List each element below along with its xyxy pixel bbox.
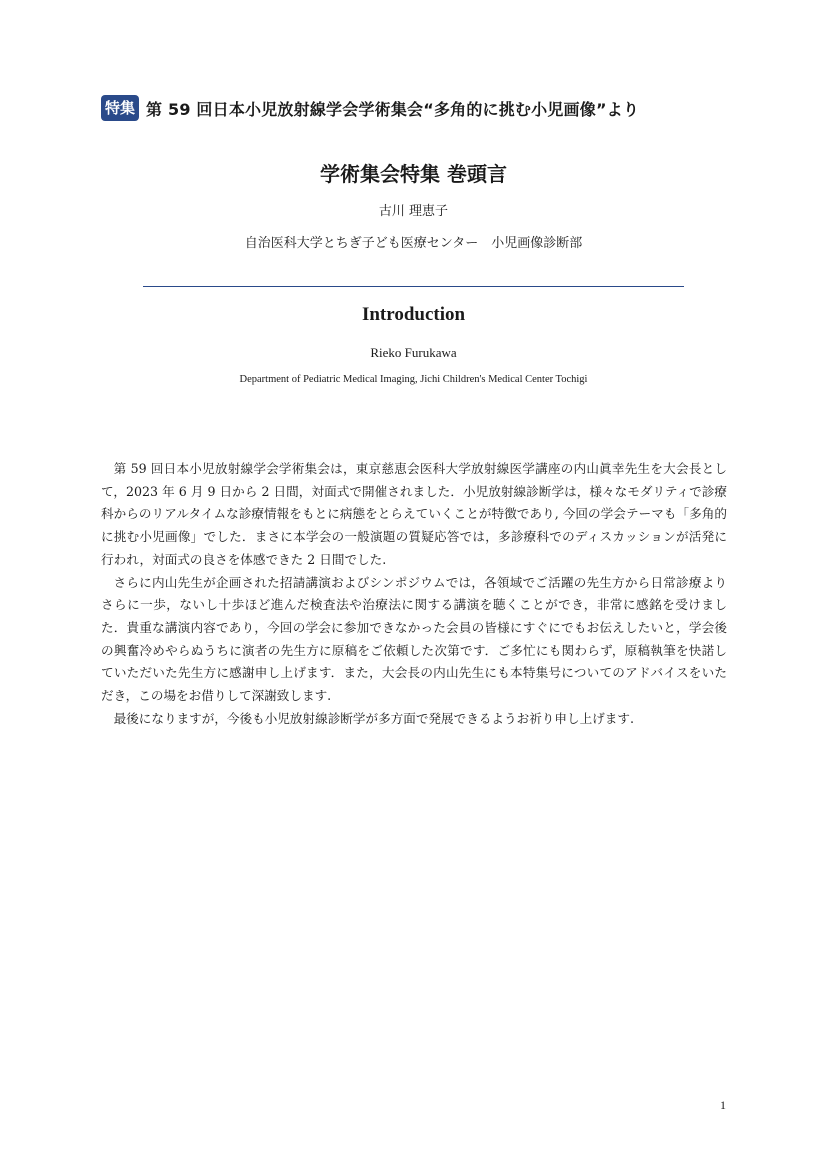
affiliation-ja: 自治医科大学とちぎ子ども医療センター 小児画像診断部	[244, 236, 583, 251]
article-title-ja: 学術集会特集 巻頭言	[320, 162, 507, 186]
feature-title: 第 59 回日本小児放射線学会学術集会“多角的に挑む小児画像”より	[146, 99, 640, 119]
article-body	[101, 458, 727, 730]
affiliation-en: Department of Pediatric Medical Imaging, Jichi Children's Medical Center Tochigi	[239, 374, 588, 385]
feature-header	[101, 94, 639, 122]
body-paragraph: さらに内山先生が企画された招請講演およびシンポジウムでは，各領域でご活躍の先生方から日常診療よりさらに一歩，ないし十歩ほど進んだ検査法や治療法に関する講演を聴くことができ，非常に感銘を受けました．貴重な講演内容であり，今回の学会に参加できなかった会員の皆様にすぐにでもお伝えしたいと，学会後の興奮冷めやらぬうちに演者の先生方に原稿をご依頼した次第です．ご多忙にも関わらず，原稿執筆を快諾していただいた先生方に感謝申し上げます．また，大会長の内山先生にも本特集号についてのアドバイスをいただき，この場をお借りして深謝致します.	[101, 574, 727, 704]
body-paragraph: 最後になりますが，今後も小児放射線診断学が多方面で発展できるようお祈り申し上げます.	[113, 710, 634, 726]
article-title-en: Introduction	[361, 304, 466, 325]
author-ja: 古川 理恵子	[378, 204, 449, 219]
author-en: Rieko Furukawa	[370, 345, 457, 360]
body-paragraph: 第 59 回日本小児放射線学会学術集会は，東京慈恵会医科大学放射線医学講座の内山眞幸先生を大会長として，2023 年 6 月 9 日から 2 日間，対面式で開催されました．小児放射線診断学は，様々なモダリティで診療科からのリアルタイムな診療情報をもとに病態をとらえていくことが特徴であり, 今回の学会テーマも「多角的に挑む小児画像」でした．まさに本学会の一般演題の質疑応答では，多診療科でのディスカッションが活発に行われ，対面式の良さを体感できた 2 日間でした.	[101, 461, 727, 567]
feature-badge: 特集	[101, 95, 139, 121]
title-divider	[143, 286, 684, 287]
page-number: 1	[720, 1098, 726, 1112]
